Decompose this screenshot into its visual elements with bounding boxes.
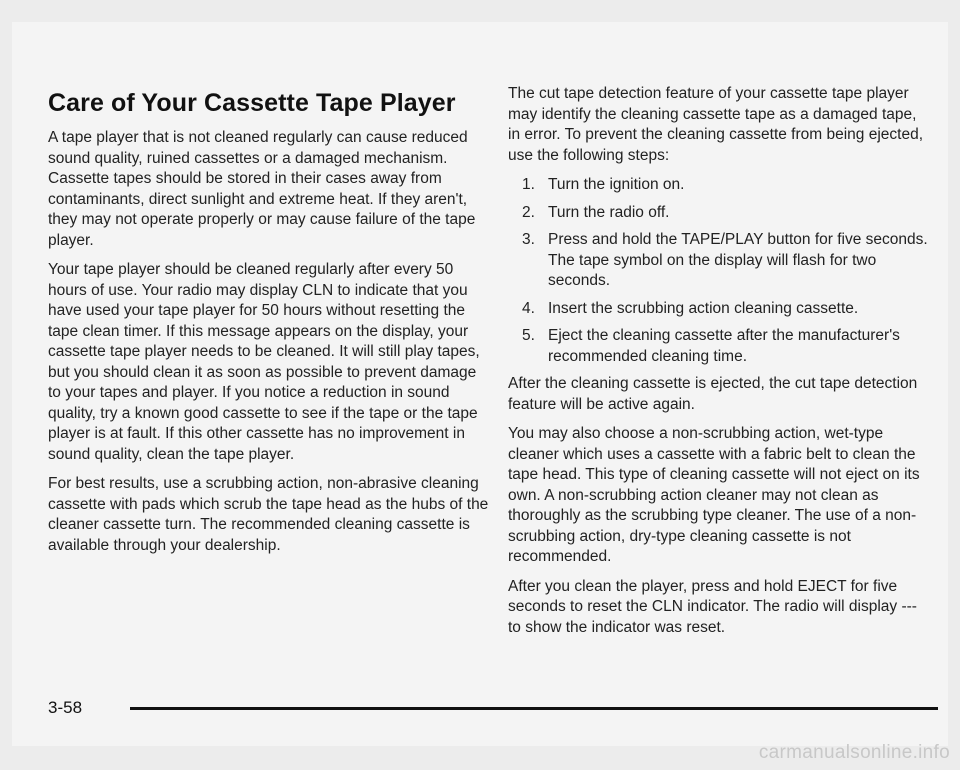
step-text: Press and hold the TAPE/PLAY button for five seconds. The tape symbol on the display will flash for two seconds. xyxy=(548,231,928,289)
paragraph-after-ejected: After the cleaning cassette is ejected, the cut tape detection feature will be active again. xyxy=(508,375,918,413)
left-column xyxy=(48,84,490,565)
step-text: Insert the scrubbing action cleaning cassette. xyxy=(548,299,859,317)
paragraph-cleaning-interval: Your tape player should be cleaned regularly after every 50 hours of use. Your radio may display CLN to indicate that you have used your tape player for 50 hours without resetting the tape clean timer. If this message appears on the display, your cassette tape player needs to be cleaned. It will still play tapes, but you should clean it as soon as possible to prevent damage to your tapes and player. If you notice a reduction in sound quality, try a known good cassette to see if the tape or the tape player is at fault. If this other cassette has no improvement in sound quality, clean the tape player. xyxy=(48,261,480,463)
right-column xyxy=(508,84,930,647)
step-item xyxy=(508,230,930,292)
paragraph-reset-indicator: After you clean the player, press and hold EJECT for five seconds to reset the CLN indicator. The radio will display --- to show the indicator was reset. xyxy=(508,577,917,636)
step-number: 5. xyxy=(522,327,535,344)
steps-list xyxy=(508,175,930,367)
step-number: 2. xyxy=(522,203,535,221)
step-item xyxy=(508,326,930,367)
step-number: 4. xyxy=(522,299,535,317)
step-text: Turn the ignition on. xyxy=(548,176,685,193)
step-item xyxy=(508,299,930,320)
page-number: 3-58 xyxy=(48,698,83,717)
paragraph-intro: A tape player that is not cleaned regularly can cause reduced sound quality, ruined cassettes or a damaged mechanism. Cassette tapes should be stored in their cases away from contaminants, direct sunlight and extreme heat. If they aren't, they may not operate properly or may cause failure of the tape player. xyxy=(48,129,476,249)
step-number: 1. xyxy=(522,176,535,193)
step-text: Turn the radio off. xyxy=(548,203,670,221)
step-item xyxy=(508,175,930,196)
step-text: Eject the cleaning cassette after the manufacturer's recommended cleaning time. xyxy=(548,327,900,365)
manual-page xyxy=(12,22,948,746)
step-item xyxy=(508,203,930,224)
footer-divider xyxy=(130,707,938,710)
paragraph-best-results: For best results, use a scrubbing action, non-abrasive cleaning cassette with pads which scrub the tape head as the hubs of the cleaner cassette turn. The recommended cleaning cassette is available through your dealership. xyxy=(48,475,489,554)
paragraph-wet-type-cleaner: You may also choose a non-scrubbing action, wet-type cleaner which uses a cassette with a fabric belt to clean the tape head. This type of cleaning cassette will not eject on its own. A non-scrubbing action cleaner may not clean as thoroughly as the scrubbing type cleaner. The use of a non-scrubbing action, dry-type cleaning cassette is not recommended. xyxy=(508,425,920,565)
page-title: Care of Your Cassette Tape Player xyxy=(48,89,456,117)
step-number: 3. xyxy=(522,231,535,248)
paragraph-cut-tape-detection: The cut tape detection feature of your cassette tape player may identify the cleaning cassette tape as a damaged tape, in error. To prevent the cleaning cassette from being ejected, use the following steps: xyxy=(508,85,924,164)
watermark-text: carmanualsonline.info xyxy=(758,742,950,763)
